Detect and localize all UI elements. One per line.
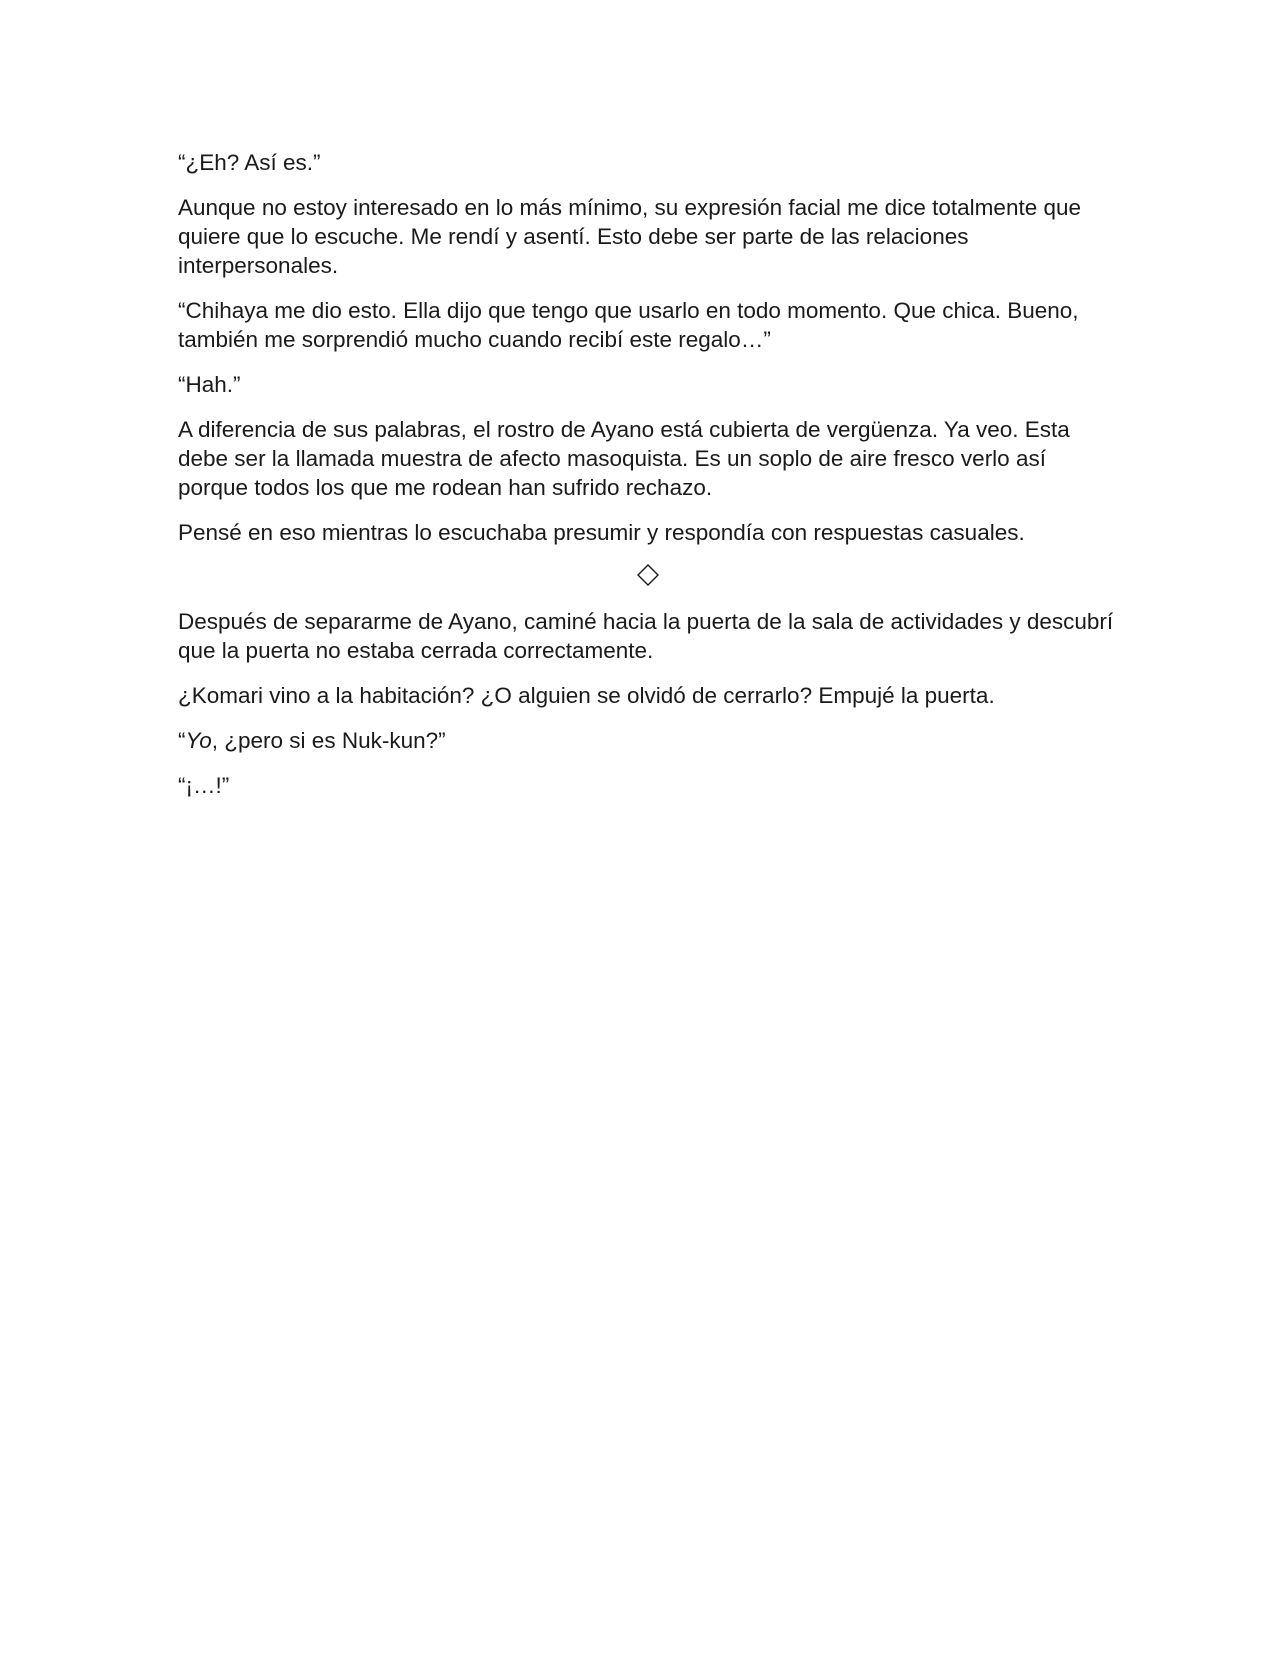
- paragraph: A diferencia de sus palabras, el rostro de Ayano está cubierta de vergüenza. Ya veo. Esta debe ser la llamada muestra de afecto masoquista. Es un soplo de aire fresco verlo así porque todos los que me rodean han sufrido rechazo.: [178, 417, 1070, 500]
- dialogue-line: [178, 726, 1118, 755]
- dialogue-rest: , ¿pero si es Nuk-kun?”: [211, 728, 446, 753]
- open-quote: “: [178, 728, 186, 753]
- final-line: “¡…!”: [178, 773, 230, 798]
- document-body: [178, 148, 1118, 816]
- paragraph: “Chihaya me dio esto. Ella dijo que tengo que usarlo en todo momento. Que chica. Bueno, también me sorprendió mucho cuando recibí este regalo…”: [178, 298, 1079, 352]
- diamond-outline-icon: [636, 567, 660, 592]
- paragraph: Pensé en eso mientras lo escuchaba presumir y respondía con respuestas casuales.: [178, 520, 1025, 545]
- paragraph: “Hah.”: [178, 372, 241, 397]
- scene-separator: [178, 563, 1118, 593]
- paragraph: Aunque no estoy interesado en lo más mínimo, su expresión facial me dice totalmente que quiere que lo escuche. Me rendí y asentí. Esto debe ser parte de las relaciones interpersonales.: [178, 195, 1082, 278]
- paragraph: Después de separarme de Ayano, caminé hacia la puerta de la sala de actividades y descubrí que la puerta no estaba cerrada correctamente.: [178, 609, 1114, 663]
- italic-word: Yo: [185, 728, 212, 753]
- paragraph: “¿Eh? Así es.”: [178, 150, 321, 175]
- paragraph: ¿Komari vino a la habitación? ¿O alguien se olvidó de cerrarlo? Empujé la puerta.: [178, 683, 995, 708]
